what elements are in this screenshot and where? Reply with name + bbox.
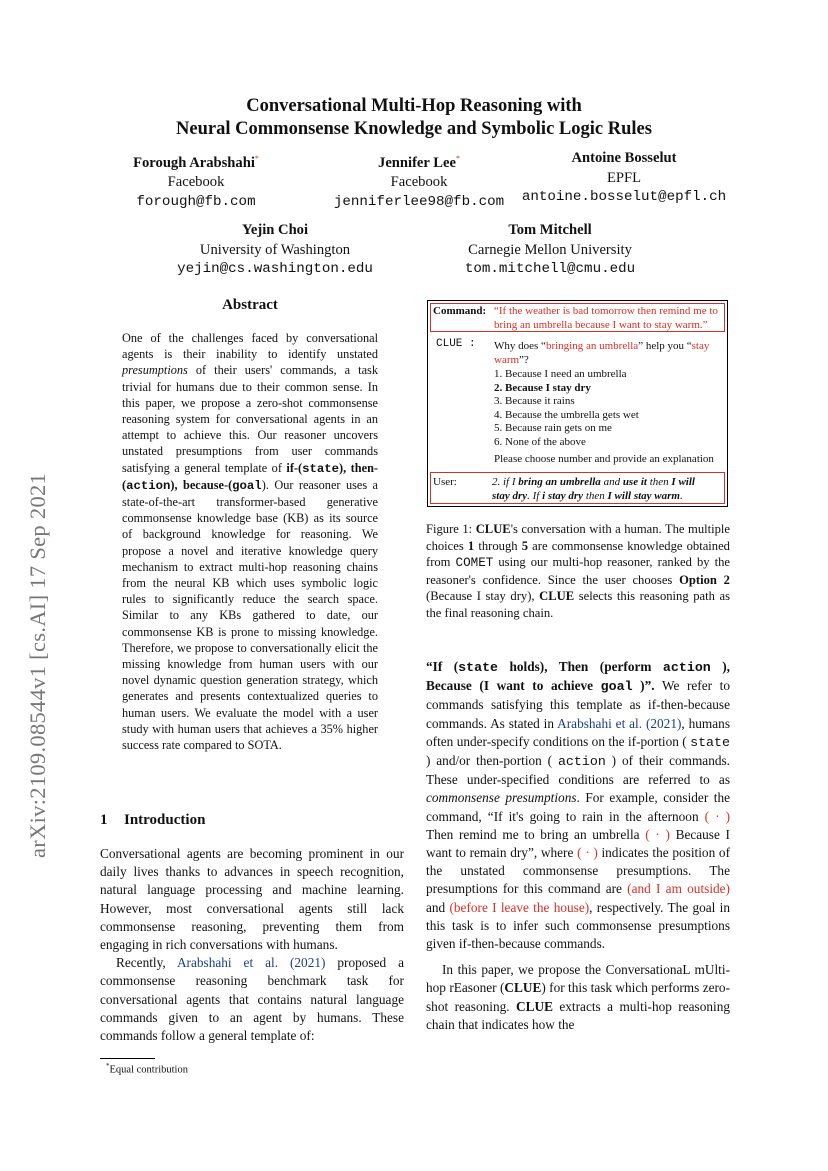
abstract-body: One of the challenges faced by conversational agents is their inability to identify unstated presumptions of their users' commands, a task trivial for humans due to their common sense. In this paper, we propose a zero-shot commonsense reasoning system for conversational agents in an attempt to achieve this. Our reasoner uncovers unstated presumptions from user commands satisfying a general template of if-(state), then-(action), because-(goal). Our reasoner uses a state-of-the-art transformer-based generative commonsense knowledge base (KB) as its source of background knowledge for reasoning. We propose a novel and iterative knowledge query mechanism to extract multi-hop reasoning chains from the neural KB which uses symbolic logic rules to significantly reduce the search space. Similar to any KBs gathered to date, our commonsense KB is prone to missing knowledge. Therefore, we propose to conversationally elicit the missing knowledge from human users with our novel dynamic question generation strategy, which generates and presents contextualized queries to human users. We evaluate the model with a user study with human users that achieves a 35% higher success rate compared to SOTA. <box>122 331 379 753</box>
author-email[interactable]: tom.mitchell@cmu.edu <box>464 261 636 277</box>
author-email[interactable]: jenniferlee98@fb.com <box>333 193 505 210</box>
author-email[interactable]: yejin@cs.washington.edu <box>177 261 373 277</box>
footnote-rule <box>100 1058 155 1059</box>
choice-prompt: Please choose number and provide an explanation <box>494 453 714 465</box>
option-item[interactable]: 4. Because the umbrella gets wet <box>494 408 639 421</box>
author-name: Antoine Bosselut <box>571 150 677 166</box>
section-number: 1 <box>100 812 108 828</box>
equal-contribution-mark: * <box>455 154 460 163</box>
author-affiliation: Facebook <box>390 174 448 191</box>
abstract-heading: Abstract <box>222 297 278 313</box>
author-affiliation: University of Washington <box>199 241 351 258</box>
author-block <box>440 221 660 280</box>
intro-paragraph-1: Conversational agents are becoming prominent in our daily lives thanks to advances in speech recognition, natural language processing and machine learning. However, most conversational agents still lack commonsense reasoning, preventing them from engaging in rich conversations with humans. <box>100 846 404 953</box>
author-block <box>320 149 518 212</box>
section-heading-introduction <box>100 812 205 829</box>
presumption-marker: ( · ) <box>577 845 598 861</box>
author-block <box>518 149 730 208</box>
command-label: Command: <box>433 305 487 317</box>
clue-label: CLUE : <box>436 338 476 350</box>
option-list <box>494 368 722 449</box>
figure-1-conversation <box>427 300 728 507</box>
clue-question: Why does “bringing an umbrella” help you “stay warm”? <box>494 340 710 366</box>
right-paragraph-2: In this paper, we propose the ConversationaL mUlti-hop rEasoner (CLUE) for this task which performs zero-shot reasoning. CLUE extracts a multi-hop reasoning chain that indicates how the <box>426 962 730 1032</box>
arxiv-identifier[interactable]: arXiv:2109.08544v1 [cs.AI] 17 Sep 2021 <box>25 472 50 858</box>
presumption-marker: ( · ) <box>704 808 730 824</box>
equal-contribution-mark: * <box>254 154 259 163</box>
author-affiliation: EPFL <box>606 169 642 186</box>
author-email[interactable]: forough@fb.com <box>136 193 256 210</box>
author-email[interactable]: antoine.bosselut@epfl.ch <box>521 189 727 205</box>
footnote: *Equal contribution <box>106 1062 188 1076</box>
option-item-selected[interactable]: 2. Because I stay dry <box>494 381 591 394</box>
command-text: “If the weather is bad tomorrow then remind me to bring an umbrella because I want to stay warm.” <box>494 305 718 331</box>
user-label: User: <box>433 476 457 488</box>
option-item[interactable]: 3. Because it rains <box>494 395 575 407</box>
citation-link[interactable]: Arabshahi et al. (2021) <box>557 715 682 731</box>
author-block <box>110 149 282 212</box>
citation-link[interactable]: Arabshahi et al. (2021) <box>176 955 326 971</box>
option-item[interactable]: 6. None of the above <box>494 435 586 448</box>
right-paragraph-1: “If (state holds), Then (perform action ), Because (I want to achieve goal )”. We refer to commands satisfying this template as if-then-because commands. As stated in Arabshahi et al. (2021), humans often under-specify conditions on the if-portion ( state ) and/or then-portion ( action ) of their commands. These under-specified conditions are referred to as commonsense presumptions. For example, consider the command, “If it's going to rain in the afternoon ( · ) Then remind me to bring an umbrella ( · ) Because I want to remain dry”, where ( · ) indicates the position of the unstated commonsense presumptions. The presumptions for this command are (and I am outside) and (before I leave the house), respectively. The goal in this task is to infer such commonsense presumptions given if-then-because commands. <box>426 659 731 952</box>
section-title: Introduction <box>124 812 206 828</box>
author-block <box>160 221 390 280</box>
option-item[interactable]: 5. Because rain gets on me <box>494 422 612 434</box>
option-item[interactable]: 1. Because I need an umbrella <box>494 368 627 380</box>
intro-paragraph-2: Recently, Arabshahi et al. (2021) proposed a commonsense reasoning benchmark task for conversational agents that contains natural language commands given to an agent by humans. These commands follow a general template of: <box>100 955 404 1044</box>
paper-title <box>0 95 828 141</box>
author-name: Forough Arabshahi <box>133 154 255 171</box>
figure-1-caption: Figure 1: CLUE's conversation with a human. The multiple choices 1 through 5 are commonsense knowledge obtained from COMET using our multi-hop reasoner, ranked by the reasoner's confidence. Since the user chooses Option 2 (Because I stay dry), CLUE selects this reasoning path as the final reasoning chain. <box>426 522 730 620</box>
introduction-body <box>100 845 404 1045</box>
title-line-2: Neural Commonsense Knowledge and Symbolic Logic Rules <box>176 119 652 139</box>
author-name: Tom Mitchell <box>508 222 592 238</box>
right-column-body <box>426 658 730 1034</box>
author-affiliation: Carnegie Mellon University <box>468 241 632 258</box>
author-name: Jennifer Lee <box>378 154 456 171</box>
author-affiliation: Facebook <box>167 174 225 191</box>
title-line-1: Conversational Multi-Hop Reasoning with <box>246 96 582 116</box>
user-response: 2. if I bring an umbrella and use it then I will stay dry. If i stay dry then I will stay warm. <box>492 476 695 502</box>
author-name: Yejin Choi <box>241 222 309 238</box>
presumption-marker: ( · ) <box>645 826 670 842</box>
